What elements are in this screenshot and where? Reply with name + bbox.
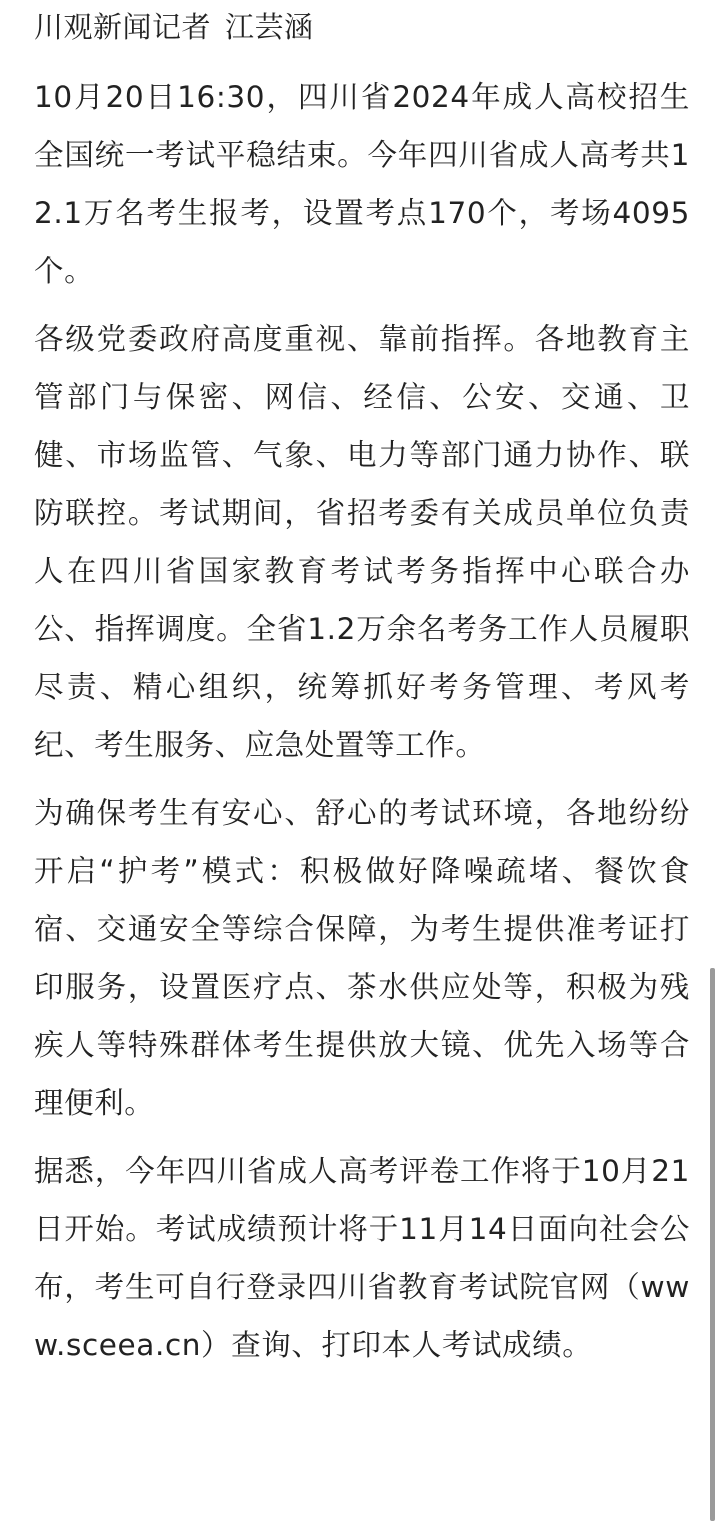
vertical-scrollbar[interactable] [706, 0, 720, 1521]
article-paragraph-2: 各级党委政府高度重视、靠前指挥。各地教育主管部门与保密、网信、经信、公安、交通、卫健、市场监管、气象、电力等部门通力协作、联防联控。考试期间，省招考委有关成员单位负责人在四川省国家教育考试考务指挥中心联合办公、指挥调度。全省1.2万余名考务工作人员履职尽责、精心组织，统筹抓好考务管理、考风考纪、考生服务、应急处置等工作。 [34, 322, 690, 762]
article-paragraph-4: 据悉，今年四川省成人高考评卷工作将于10月21日开始。考试成绩预计将于11月14日面向社会公布，考生可自行登录四川省教育考试院官网（www.sceea.cn）查询、打印本人考试成绩。 [34, 1154, 690, 1362]
article-paragraph-3: 为确保考生有安心、舒心的考试环境，各地纷纷开启“护考”模式：积极做好降噪疏堵、餐饮食宿、交通安全等综合保障，为考生提供准考证打印服务，设置医疗点、茶水供应处等，积极为残疾人等特殊群体考生提供放大镜、优先入场等合理便利。 [34, 796, 690, 1120]
scrollbar-thumb[interactable] [710, 968, 715, 1521]
byline [34, 0, 690, 54]
article-body [34, 0, 690, 1384]
byline-source: 川观新闻记者 [34, 10, 212, 44]
byline-author: 江芸涵 [225, 10, 314, 44]
article-paragraph-1: 10月20日16:30，四川省2024年成人高校招生全国统一考试平稳结束。今年四川省成人高考共12.1万名考生报考，设置考点170个，考场4095个。 [34, 80, 690, 288]
